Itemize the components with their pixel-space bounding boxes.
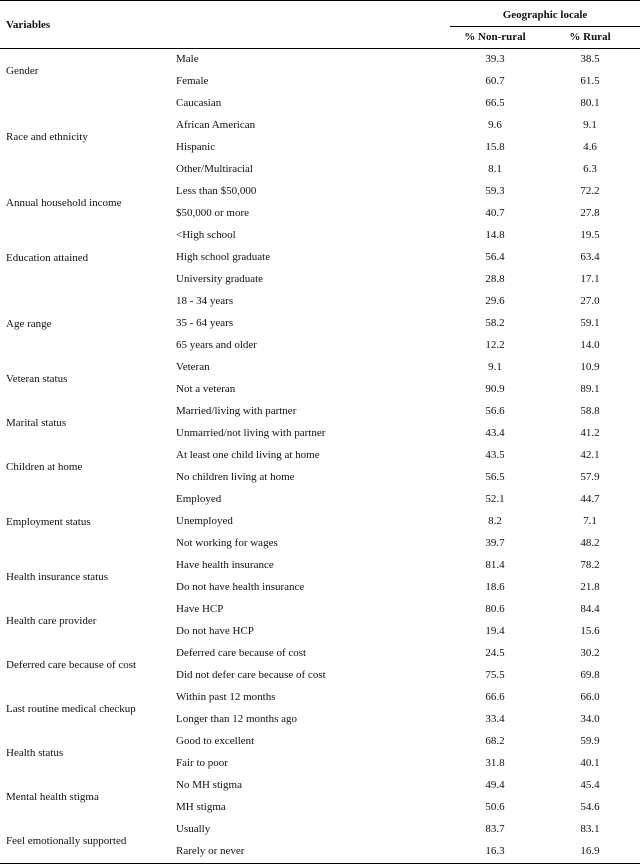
- variable-label: Mental health stigma: [6, 791, 99, 803]
- table-body: [0, 49, 640, 863]
- variable-label: Veteran status: [6, 373, 68, 385]
- rural-value-cell: 19.5: [580, 229, 600, 241]
- level-cell: No MH stigma: [176, 779, 242, 791]
- variable-group: [0, 181, 640, 225]
- rural-value-cell: 57.9: [580, 471, 600, 483]
- variable-group: [0, 357, 640, 401]
- table-row: [0, 621, 640, 643]
- table-row: [0, 49, 640, 71]
- table-row: [0, 599, 640, 621]
- level-cell: Employed: [176, 493, 222, 505]
- nonrural-value-cell: 83.7: [485, 823, 505, 835]
- rural-value-cell: 15.6: [580, 625, 600, 637]
- level-cell: Longer than 12 months ago: [176, 713, 297, 725]
- rural-value-cell: 38.5: [580, 53, 600, 65]
- rural-value-cell: 9.1: [583, 119, 597, 131]
- table-row: [0, 313, 640, 335]
- nonrural-value-cell: 31.8: [485, 757, 505, 769]
- nonrural-value-cell: 40.7: [485, 207, 505, 219]
- table-row: [0, 335, 640, 357]
- level-cell: Other/Multiracial: [176, 163, 253, 175]
- level-cell: University graduate: [176, 273, 264, 285]
- rural-value-cell: 14.0: [580, 339, 600, 351]
- header-divider: [450, 26, 640, 27]
- rural-value-cell: 66.0: [580, 691, 600, 703]
- nonrural-value-cell: 8.2: [488, 515, 502, 527]
- table-row: [0, 753, 640, 775]
- level-cell: Fair to poor: [176, 757, 228, 769]
- table-row: [0, 709, 640, 731]
- variable-group: [0, 225, 640, 291]
- rural-value-cell: 27.0: [580, 295, 600, 307]
- level-cell: Hispanic: [176, 141, 216, 153]
- variable-group: [0, 93, 640, 181]
- level-cell: Male: [176, 53, 199, 65]
- rural-value-cell: 7.1: [583, 515, 597, 527]
- level-cell: Married/living with partner: [176, 405, 297, 417]
- nonrural-value-cell: 16.3: [485, 845, 505, 857]
- table-row: [0, 93, 640, 115]
- table-row: [0, 577, 640, 599]
- variable-group: [0, 775, 640, 819]
- variable-group: [0, 401, 640, 445]
- variable-label: Feel emotionally supported: [6, 835, 127, 847]
- rural-value-cell: 61.5: [580, 75, 600, 87]
- nonrural-value-cell: 43.5: [485, 449, 505, 461]
- nonrural-value-cell: 29.6: [485, 295, 505, 307]
- table-row: [0, 159, 640, 181]
- rural-value-cell: 58.8: [580, 405, 600, 417]
- level-cell: High school graduate: [176, 251, 271, 263]
- rural-column-header: % Rural: [569, 31, 611, 43]
- nonrural-value-cell: 18.6: [485, 581, 505, 593]
- variable-label: Health status: [6, 747, 64, 759]
- rural-value-cell: 41.2: [580, 427, 600, 439]
- variable-group: [0, 643, 640, 687]
- nonrural-value-cell: 49.4: [485, 779, 505, 791]
- rural-value-cell: 44.7: [580, 493, 600, 505]
- variable-label: Race and ethnicity: [6, 131, 88, 143]
- nonrural-value-cell: 52.1: [485, 493, 505, 505]
- table-row: [0, 401, 640, 423]
- table-row: [0, 841, 640, 863]
- nonrural-value-cell: 9.1: [488, 361, 502, 373]
- nonrural-value-cell: 12.2: [485, 339, 505, 351]
- variable-group: [0, 49, 640, 93]
- table-row: [0, 269, 640, 291]
- rural-value-cell: 48.2: [580, 537, 600, 549]
- level-cell: Caucasian: [176, 97, 222, 109]
- table-row: [0, 445, 640, 467]
- table-row: [0, 357, 640, 379]
- variable-label: Age range: [6, 318, 52, 330]
- variable-label: Annual household income: [6, 197, 122, 209]
- table-row: [0, 71, 640, 93]
- nonrural-value-cell: 39.3: [485, 53, 505, 65]
- nonrural-value-cell: 75.5: [485, 669, 505, 681]
- level-cell: Within past 12 months: [176, 691, 276, 703]
- variable-group: [0, 489, 640, 555]
- variable-group: [0, 445, 640, 489]
- table-row: [0, 489, 640, 511]
- variable-label: Employment status: [6, 516, 91, 528]
- rural-value-cell: 21.8: [580, 581, 600, 593]
- table-row: [0, 225, 640, 247]
- level-cell: 18 - 34 years: [176, 295, 234, 307]
- nonrural-value-cell: 59.3: [485, 185, 505, 197]
- level-cell: At least one child living at home: [176, 449, 320, 461]
- table-row: [0, 731, 640, 753]
- rural-value-cell: 59.1: [580, 317, 600, 329]
- level-cell: Usually: [176, 823, 211, 835]
- table-row: [0, 467, 640, 489]
- table-header: [0, 1, 640, 49]
- table-row: [0, 555, 640, 577]
- table-row: [0, 533, 640, 555]
- rural-value-cell: 84.4: [580, 603, 600, 615]
- geographic-locale-header: Geographic locale: [502, 9, 588, 21]
- level-cell: <High school: [176, 229, 236, 241]
- nonrural-value-cell: 33.4: [485, 713, 505, 725]
- rural-value-cell: 30.2: [580, 647, 600, 659]
- nonrural-value-cell: 28.8: [485, 273, 505, 285]
- variable-label: Health care provider: [6, 615, 97, 627]
- variable-group: [0, 291, 640, 357]
- rural-value-cell: 83.1: [580, 823, 600, 835]
- level-cell: $50,000 or more: [176, 207, 250, 219]
- nonrural-value-cell: 60.7: [485, 75, 505, 87]
- table-row: [0, 115, 640, 137]
- table-row: [0, 181, 640, 203]
- rural-value-cell: 54.6: [580, 801, 600, 813]
- rural-value-cell: 16.9: [580, 845, 600, 857]
- level-cell: Have HCP: [176, 603, 224, 615]
- nonrural-value-cell: 80.6: [485, 603, 505, 615]
- nonrural-value-cell: 43.4: [485, 427, 505, 439]
- level-cell: Veteran: [176, 361, 210, 373]
- rural-value-cell: 10.9: [580, 361, 600, 373]
- nonrural-value-cell: 56.4: [485, 251, 505, 263]
- level-cell: No children living at home: [176, 471, 295, 483]
- nonrural-value-cell: 39.7: [485, 537, 505, 549]
- level-cell: Not working for wages: [176, 537, 278, 549]
- table-row: [0, 137, 640, 159]
- variable-label: Health insurance status: [6, 571, 109, 583]
- table-row: [0, 797, 640, 819]
- nonrural-value-cell: 56.6: [485, 405, 505, 417]
- rural-value-cell: 69.8: [580, 669, 600, 681]
- nonrural-value-cell: 8.1: [488, 163, 502, 175]
- level-cell: Unemployed: [176, 515, 233, 527]
- rural-value-cell: 42.1: [580, 449, 600, 461]
- variable-group: [0, 687, 640, 731]
- level-cell: Not a veteran: [176, 383, 236, 395]
- variable-label: Education attained: [6, 252, 89, 264]
- variable-label: Children at home: [6, 461, 83, 473]
- nonrural-value-cell: 24.5: [485, 647, 505, 659]
- nonrural-value-cell: 68.2: [485, 735, 505, 747]
- level-cell: Less than $50,000: [176, 185, 257, 197]
- level-cell: Rarely or never: [176, 845, 245, 857]
- table-row: [0, 291, 640, 313]
- variable-group: [0, 555, 640, 599]
- variable-group: [0, 731, 640, 775]
- level-cell: Do not have HCP: [176, 625, 254, 637]
- table-row: [0, 665, 640, 687]
- nonrural-value-cell: 90.9: [485, 383, 505, 395]
- rural-value-cell: 80.1: [580, 97, 600, 109]
- rural-value-cell: 63.4: [580, 251, 600, 263]
- rural-value-cell: 17.1: [580, 273, 600, 285]
- nonrural-value-cell: 58.2: [485, 317, 505, 329]
- variable-label: Gender: [6, 65, 39, 77]
- level-cell: MH stigma: [176, 801, 226, 813]
- level-cell: Good to excellent: [176, 735, 255, 747]
- level-cell: African American: [176, 119, 256, 131]
- table-row: [0, 511, 640, 533]
- table-row: [0, 247, 640, 269]
- nonrural-value-cell: 19.4: [485, 625, 505, 637]
- variable-label: Deferred care because of cost: [6, 659, 137, 671]
- rural-value-cell: 4.6: [583, 141, 597, 153]
- variable-group: [0, 599, 640, 643]
- rural-value-cell: 89.1: [580, 383, 600, 395]
- table-row: [0, 379, 640, 401]
- rural-value-cell: 72.2: [580, 185, 600, 197]
- nonrural-value-cell: 50.6: [485, 801, 505, 813]
- level-cell: Deferred care because of cost: [176, 647, 307, 659]
- level-cell: 65 years and older: [176, 339, 257, 351]
- nonrural-value-cell: 66.5: [485, 97, 505, 109]
- rural-value-cell: 6.3: [583, 163, 597, 175]
- nonrural-value-cell: 56.5: [485, 471, 505, 483]
- nonrural-value-cell: 81.4: [485, 559, 505, 571]
- level-cell: Have health insurance: [176, 559, 274, 571]
- rural-value-cell: 40.1: [580, 757, 600, 769]
- level-cell: Female: [176, 75, 209, 87]
- table-row: [0, 643, 640, 665]
- table-row: [0, 687, 640, 709]
- variable-label: Marital status: [6, 417, 67, 429]
- level-cell: Do not have health insurance: [176, 581, 305, 593]
- rural-value-cell: 45.4: [580, 779, 600, 791]
- rural-value-cell: 27.8: [580, 207, 600, 219]
- variables-column-header: Variables: [6, 19, 51, 31]
- table-row: [0, 775, 640, 797]
- rural-value-cell: 34.0: [580, 713, 600, 725]
- nonrural-value-cell: 66.6: [485, 691, 505, 703]
- rural-value-cell: 78.2: [580, 559, 600, 571]
- rural-value-cell: 59.9: [580, 735, 600, 747]
- level-cell: Unmarried/not living with partner: [176, 427, 326, 439]
- nonrural-value-cell: 9.6: [488, 119, 502, 131]
- level-cell: Did not defer care because of cost: [176, 669, 326, 681]
- variable-group: [0, 819, 640, 863]
- table-row: [0, 819, 640, 841]
- nonrural-value-cell: 14.8: [485, 229, 505, 241]
- level-cell: 35 - 64 years: [176, 317, 234, 329]
- table-row: [0, 423, 640, 445]
- table-row: [0, 203, 640, 225]
- nonrural-column-header: % Non-rural: [464, 31, 526, 43]
- variable-label: Last routine medical checkup: [6, 703, 136, 715]
- nonrural-value-cell: 15.8: [485, 141, 505, 153]
